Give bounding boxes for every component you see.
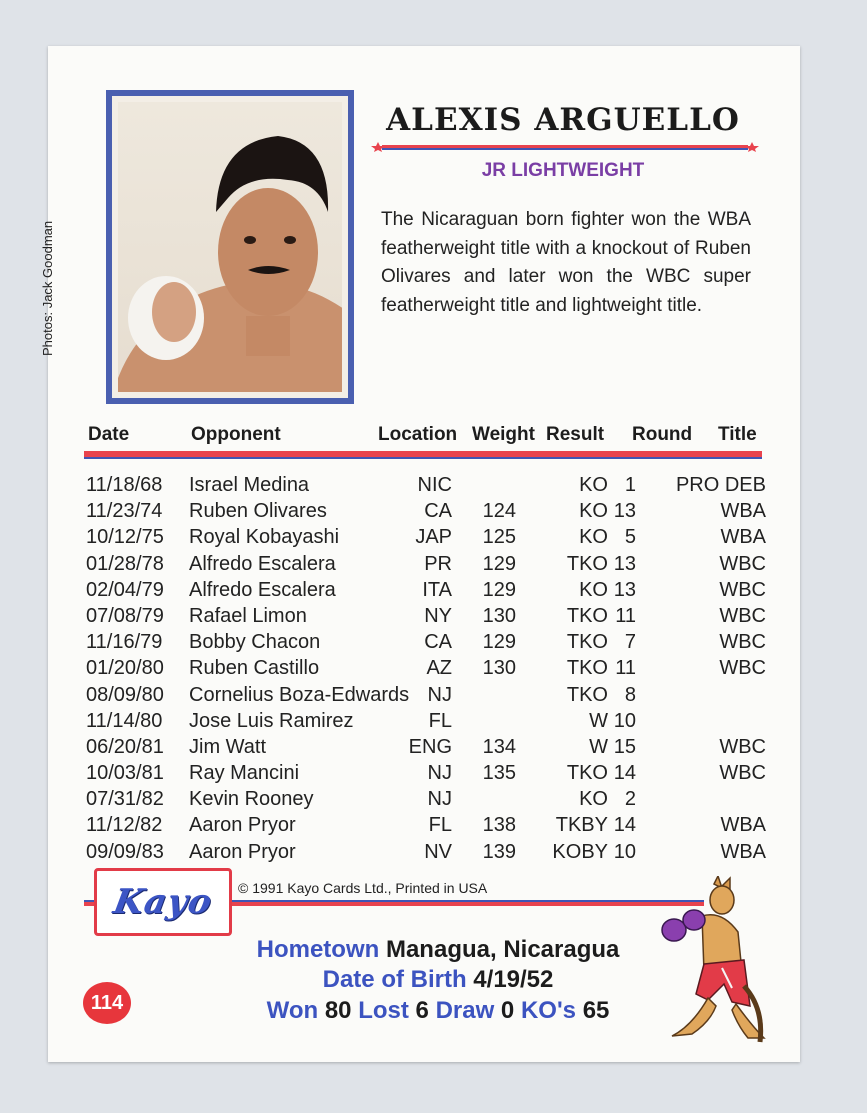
cell-weight: 129 bbox=[482, 578, 516, 601]
cell-round: 10 bbox=[613, 840, 636, 863]
cell-result: TKO bbox=[566, 762, 608, 785]
header-round: Round bbox=[632, 424, 693, 445]
ko-label: KO's bbox=[520, 997, 577, 1024]
cell-round: 13 bbox=[613, 578, 636, 601]
hometown-label: Hometown bbox=[256, 936, 380, 963]
card-number: 114 bbox=[90, 991, 124, 1014]
cell-opponent: Rafael Limon bbox=[189, 604, 307, 627]
cell-date: 07/08/79 bbox=[86, 604, 164, 627]
cell-opponent: Kevin Rooney bbox=[189, 788, 314, 811]
cell-result: TKBY bbox=[555, 814, 608, 837]
record-table-header bbox=[86, 424, 766, 450]
table-row bbox=[86, 500, 766, 526]
cell-date: 11/12/82 bbox=[86, 814, 163, 837]
cell-opponent: Aaron Pryor bbox=[189, 814, 296, 837]
cell-result: KO bbox=[579, 578, 608, 601]
cell-date: 09/09/83 bbox=[86, 840, 164, 863]
header-date: Date bbox=[88, 424, 130, 445]
draw-label: Draw bbox=[435, 997, 495, 1024]
cell-location: NJ bbox=[427, 788, 452, 811]
header-divider bbox=[84, 451, 762, 459]
cell-weight: 138 bbox=[482, 814, 516, 837]
cell-round: 7 bbox=[624, 631, 636, 654]
cell-title: WBC bbox=[719, 762, 766, 785]
cell-location: AZ bbox=[426, 657, 452, 680]
header-opponent: Opponent bbox=[191, 424, 281, 445]
cell-weight: 135 bbox=[482, 762, 516, 785]
cell-round: 11 bbox=[615, 657, 636, 680]
logo-text: Kayo bbox=[110, 882, 216, 922]
cell-date: 07/31/82 bbox=[86, 788, 164, 811]
cell-title: WBA bbox=[720, 500, 766, 523]
cell-title: PRO DEB bbox=[675, 474, 766, 496]
table-row bbox=[86, 631, 766, 657]
card-number-badge bbox=[83, 982, 131, 1024]
won-value: 80 bbox=[324, 997, 352, 1024]
cell-round: 11 bbox=[615, 604, 636, 627]
star-icon bbox=[371, 142, 385, 152]
cell-opponent: Jim Watt bbox=[189, 735, 267, 758]
cell-date: 01/20/80 bbox=[86, 657, 164, 680]
cell-weight: 129 bbox=[482, 552, 516, 575]
cell-date: 02/04/79 bbox=[86, 578, 164, 601]
header-title: Title bbox=[718, 424, 757, 445]
cell-result: W bbox=[589, 735, 608, 758]
cell-round: 14 bbox=[613, 762, 636, 785]
cell-opponent: Israel Medina bbox=[189, 474, 310, 496]
table-row bbox=[86, 553, 766, 579]
cell-title: WBA bbox=[720, 526, 766, 549]
table-row bbox=[86, 736, 766, 762]
cell-location: JAP bbox=[415, 526, 452, 549]
cell-opponent: Jose Luis Ramirez bbox=[189, 709, 354, 732]
cell-location: ITA bbox=[422, 578, 452, 601]
cell-title: WBC bbox=[719, 657, 766, 680]
table-row bbox=[86, 579, 766, 605]
cell-result: TKO bbox=[566, 552, 608, 575]
cell-round: 10 bbox=[613, 709, 636, 732]
cell-location: ENG bbox=[408, 735, 452, 758]
hometown-line bbox=[218, 936, 658, 964]
header-result: Result bbox=[546, 424, 605, 445]
fighter-portrait-illustration bbox=[118, 102, 342, 392]
draw-value: 0 bbox=[500, 997, 515, 1024]
cell-date: 10/03/81 bbox=[86, 762, 164, 785]
cell-round: 8 bbox=[624, 683, 636, 706]
star-icon bbox=[745, 142, 759, 152]
cell-opponent: Ray Mancini bbox=[189, 762, 300, 785]
dob-line bbox=[218, 966, 658, 994]
cell-location: NIC bbox=[417, 474, 452, 496]
cell-title: WBA bbox=[720, 840, 766, 863]
table-row bbox=[86, 684, 766, 710]
fighter-name: ALEXIS ARGUELLO bbox=[386, 102, 740, 138]
cell-title: WBA bbox=[720, 814, 766, 837]
table-row bbox=[86, 657, 766, 683]
cell-weight: 130 bbox=[482, 657, 516, 680]
hometown-value: Managua, Nicaragua bbox=[385, 936, 620, 963]
cell-result: KOBY bbox=[552, 840, 608, 863]
cell-date: 11/18/68 bbox=[86, 474, 163, 496]
cell-title: WBC bbox=[719, 631, 766, 654]
table-row bbox=[86, 814, 766, 840]
cell-round: 5 bbox=[624, 526, 636, 549]
cell-location: NY bbox=[424, 604, 452, 627]
cell-opponent: Ruben Castillo bbox=[189, 657, 320, 680]
cell-opponent: Cornelius Boza-Edwards bbox=[189, 683, 410, 706]
cell-weight: 130 bbox=[482, 604, 516, 627]
cell-title: WBC bbox=[719, 735, 766, 758]
lost-label: Lost bbox=[358, 997, 409, 1024]
cell-opponent: Alfredo Escalera bbox=[189, 552, 336, 575]
cell-result: KO bbox=[579, 500, 608, 523]
cell-date: 08/09/80 bbox=[86, 683, 164, 706]
cell-result: TKO bbox=[566, 657, 608, 680]
table-row bbox=[86, 762, 766, 788]
cell-location: NV bbox=[424, 840, 452, 863]
cell-round: 14 bbox=[613, 814, 636, 837]
cell-location: FL bbox=[428, 814, 452, 837]
header-weight: Weight bbox=[472, 424, 535, 445]
cell-location: NJ bbox=[427, 683, 452, 706]
cell-opponent: Alfredo Escalera bbox=[189, 578, 336, 601]
cell-opponent: Aaron Pryor bbox=[189, 840, 296, 863]
copyright-notice: © 1991 Kayo Cards Ltd., Printed in USA bbox=[238, 880, 488, 896]
fighter-photo-frame bbox=[106, 90, 354, 404]
cell-weight: 129 bbox=[482, 631, 516, 654]
table-row bbox=[86, 605, 766, 631]
record-summary-line bbox=[218, 997, 658, 1025]
fighter-photo bbox=[118, 102, 342, 392]
cell-location: CA bbox=[424, 500, 452, 523]
cell-title: WBC bbox=[719, 578, 766, 601]
cell-location: CA bbox=[424, 631, 452, 654]
boxing-kangaroo-icon bbox=[652, 876, 768, 1046]
table-row bbox=[86, 526, 766, 552]
won-label: Won bbox=[266, 997, 319, 1024]
cell-title: WBC bbox=[719, 604, 766, 627]
cell-result: TKO bbox=[566, 683, 608, 706]
table-row bbox=[86, 841, 766, 867]
record-table-body bbox=[86, 474, 766, 867]
name-underline-stars bbox=[370, 142, 760, 152]
cell-round: 2 bbox=[624, 788, 636, 811]
cell-date: 11/23/74 bbox=[86, 500, 163, 523]
kayo-logo bbox=[94, 868, 232, 936]
dob-label: Date of Birth bbox=[322, 966, 467, 993]
cell-date: 11/14/80 bbox=[86, 709, 163, 732]
cell-opponent: Royal Kobayashi bbox=[189, 526, 340, 549]
trading-card-back bbox=[40, 46, 800, 1062]
cell-date: 06/20/81 bbox=[86, 735, 164, 758]
cell-weight: 139 bbox=[482, 840, 516, 863]
cell-date: 10/12/75 bbox=[86, 526, 164, 549]
photo-credit: Photos: Jack Goodman bbox=[40, 220, 55, 356]
cell-result: KO bbox=[579, 788, 608, 811]
cell-weight: 124 bbox=[482, 500, 516, 523]
cell-round: 15 bbox=[613, 735, 636, 758]
cell-weight: 134 bbox=[482, 735, 516, 758]
table-row bbox=[86, 788, 766, 814]
cell-date: 01/28/78 bbox=[86, 552, 164, 575]
cell-opponent: Bobby Chacon bbox=[189, 631, 321, 654]
ko-value: 65 bbox=[582, 997, 610, 1024]
cell-date: 11/16/79 bbox=[86, 631, 163, 654]
cell-location: NJ bbox=[427, 762, 452, 785]
weight-class: JR LIGHTWEIGHT bbox=[481, 160, 645, 181]
table-row bbox=[86, 710, 766, 736]
cell-title: WBC bbox=[719, 552, 766, 575]
cell-opponent: Ruben Olivares bbox=[189, 500, 327, 523]
table-row bbox=[86, 474, 766, 500]
header-location: Location bbox=[378, 424, 458, 445]
cell-result: W bbox=[589, 709, 608, 732]
cell-location: FL bbox=[428, 709, 452, 732]
fighter-bio: The Nicaraguan born fighter won the WBA featherweight title with a knockout of Ruben Olivares and later won the WBC super featherweight title and lightweight title. bbox=[381, 209, 751, 316]
cell-round: 13 bbox=[613, 552, 636, 575]
cell-weight: 125 bbox=[482, 526, 516, 549]
lost-value: 6 bbox=[415, 997, 429, 1024]
cell-round: 13 bbox=[613, 500, 636, 523]
cell-result: KO bbox=[579, 474, 608, 496]
cell-result: TKO bbox=[566, 631, 608, 654]
cell-result: KO bbox=[579, 526, 608, 549]
cell-round: 1 bbox=[624, 474, 636, 496]
cell-location: PR bbox=[424, 552, 452, 575]
dob-value: 4/19/52 bbox=[473, 966, 554, 993]
cell-result: TKO bbox=[566, 604, 608, 627]
